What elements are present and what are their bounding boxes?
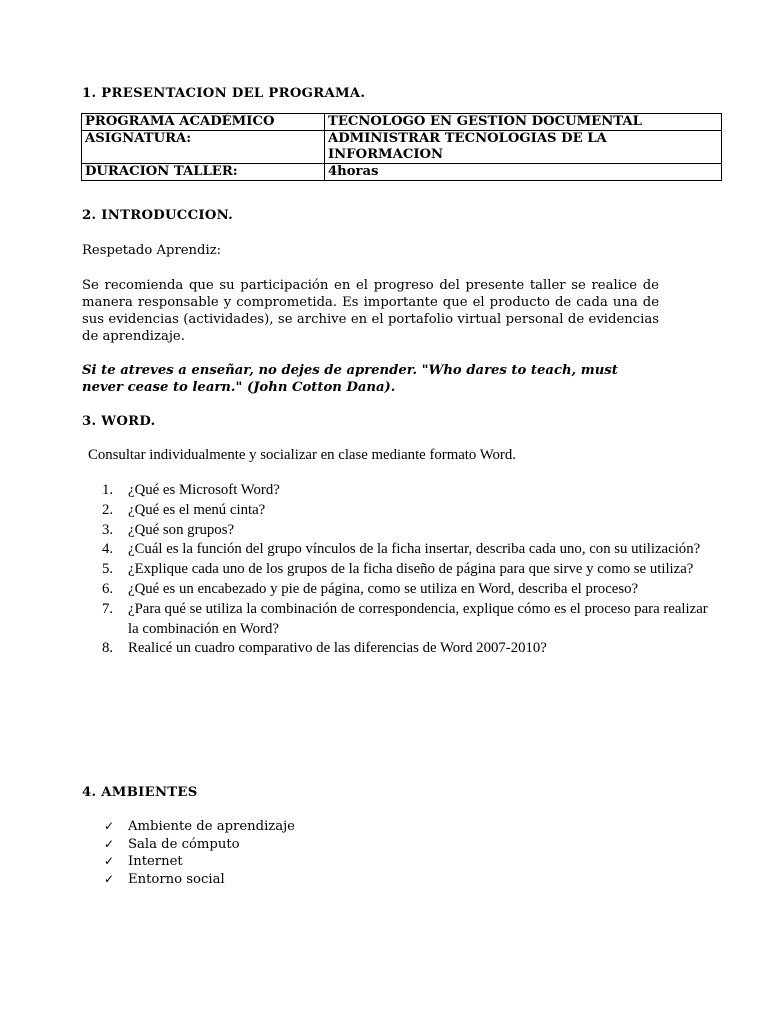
question-number: 6. (102, 580, 114, 597)
list-item (102, 481, 708, 501)
table-cell-value: ADMINISTRAR TECNOLOGIAS DE LA INFORMACION (325, 131, 722, 164)
table-cell-value: TECNOLOGO EN GESTION DOCUMENTAL (325, 114, 722, 131)
checkmark-icon: ✓ (104, 871, 115, 886)
ambiente-text: Internet (128, 854, 183, 869)
intro-paragraph: Se recomienda que su participación en el progreso del presente taller se realice de manera responsable y comprometida. Es importante que el producto de cada una de sus evidencias (actividades), se archive en el portafolio virtual personal de evidencias de aprendizaje. (82, 278, 659, 344)
table-cell-value: 4horas (325, 164, 722, 181)
list-item (104, 853, 295, 871)
list-item (102, 560, 708, 580)
question-number: 8. (102, 640, 114, 657)
question-text: ¿Qué es Microsoft Word? (128, 482, 280, 498)
table-cell-label: ASIGNATURA: (82, 131, 325, 164)
question-number: 1. (102, 482, 114, 498)
question-number: 3. (102, 521, 114, 538)
list-item (104, 836, 295, 854)
questions-list (82, 481, 708, 659)
word-instruction: Consultar individualmente y socializar en clase mediante formato Word. (88, 447, 516, 463)
section-heading-introduccion: 2. INTRODUCCION. (82, 208, 234, 223)
question-text: ¿Qué es el menú cinta? (128, 501, 266, 518)
ambiente-text: Entorno social (128, 871, 225, 887)
question-text: ¿Qué son grupos? (128, 521, 235, 538)
ambiente-text: Sala de cómputo (128, 836, 240, 852)
question-text: ¿Explique cada uno de los grupos de la ficha diseño de página para que sirve y como se utiliza? (128, 561, 694, 578)
list-item (102, 600, 708, 640)
list-item (104, 818, 295, 836)
list-item (102, 639, 708, 659)
list-item (102, 521, 708, 541)
question-number: 4. (102, 541, 114, 558)
section-heading-presentacion: 1. PRESENTACION DEL PROGRAMA. (82, 86, 366, 101)
checkmark-icon: ✓ (104, 854, 115, 868)
question-text: ¿Para qué se utiliza la combinación de correspondencia, explique cómo es el proceso para realizar la combinación en Word? (128, 600, 708, 637)
section-heading-word: 3. WORD. (82, 414, 156, 429)
checkmark-icon: ✓ (104, 819, 115, 833)
section-heading-ambientes: 4. AMBIENTES (82, 785, 198, 800)
list-item (104, 871, 295, 889)
list-item (102, 540, 708, 560)
table-row (82, 114, 722, 131)
table-row (82, 164, 722, 181)
program-info-table (81, 113, 722, 181)
question-text: Realicé un cuadro comparativo de las diferencias de Word 2007-2010? (128, 640, 547, 657)
question-number: 2. (102, 501, 114, 518)
checkmark-icon: ✓ (104, 836, 115, 851)
table-cell-label: DURACION TALLER: (82, 164, 325, 181)
ambientes-list (82, 818, 295, 888)
question-text: ¿Qué es un encabezado y pie de página, como se utiliza en Word, describa el proceso? (128, 580, 639, 597)
table-cell-label: PROGRAMA ACADÉMICO (82, 114, 325, 131)
list-item (102, 501, 708, 521)
ambiente-text: Ambiente de aprendizaje (128, 819, 295, 834)
list-item (102, 580, 708, 600)
greeting-text: Respetado Aprendiz: (82, 243, 222, 258)
question-number: 7. (102, 600, 114, 617)
question-text: ¿Cuál es la función del grupo vínculos de la ficha insertar, describa cada uno, con su utilización? (128, 541, 701, 558)
question-number: 5. (102, 561, 114, 578)
quote-text: Si te atreves a enseñar, no dejes de aprender. "Who dares to teach, must never cease to learn." (John Cotton Dana). (82, 363, 618, 395)
table-row (82, 131, 722, 164)
